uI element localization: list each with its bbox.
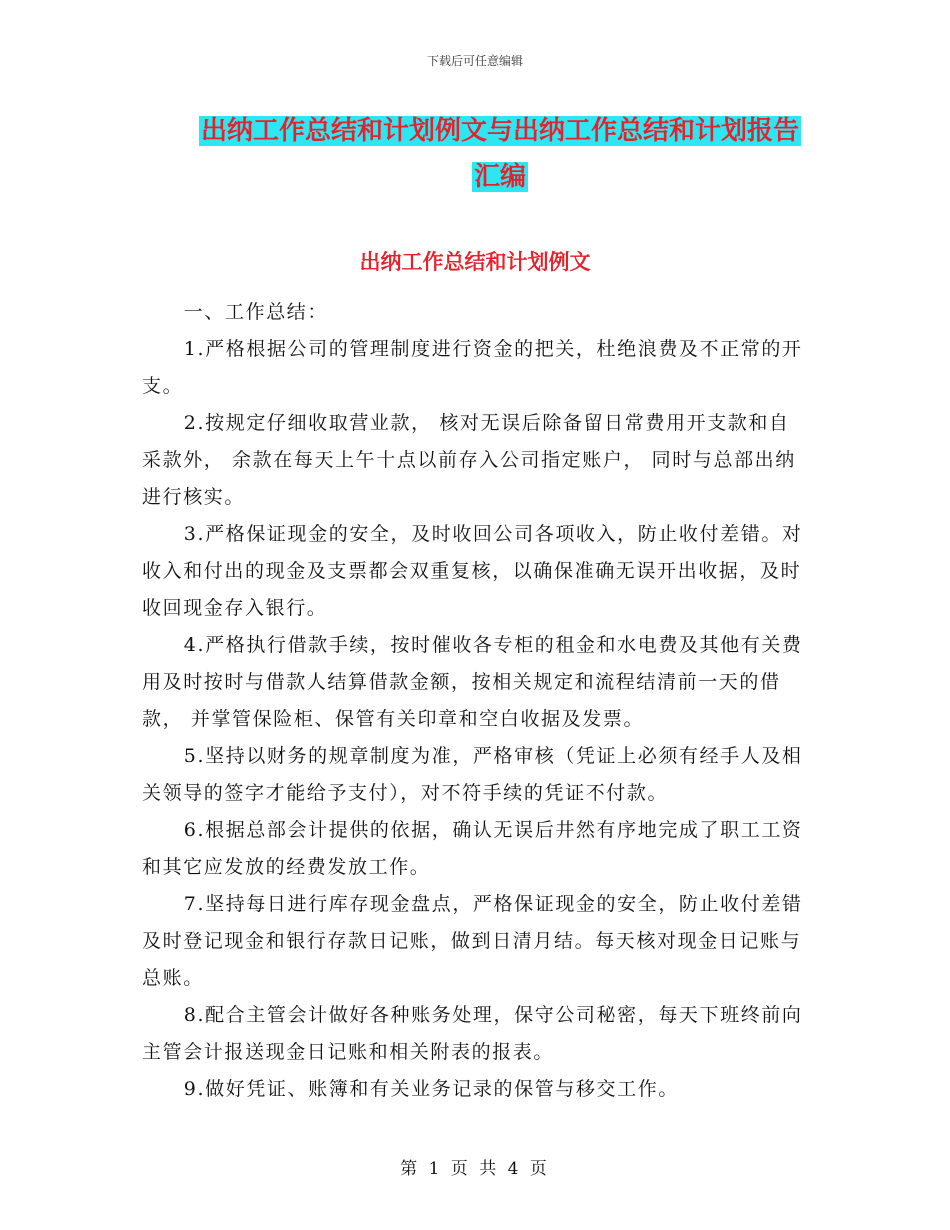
page-number-footer: 第 1 页 共 4 页 [400,1159,550,1179]
document-body [142,294,810,1108]
paragraph: 8.配合主管会计做好各种账务处理，保守公司秘密，每天下班终前向主管会计报送现金日记账和相关附表的报表。 [142,1004,803,1063]
paragraph: 3.严格保证现金的安全，及时收回公司各项收入，防止收付差错。对收入和付出的现金及支票都会双重复核，以确保准确无误开出收据，及时收回现金存入银行。 [142,523,803,619]
paragraph: 4.严格执行借款手续，按时催收各专柜的租金和水电费及其他有关费用及时按时与借款人结算借款金额，按相关规定和流程结清前一天的借款， 并掌管保险柜、保管有关印章和空白收据及发票。 [142,634,803,730]
document-title [150,108,850,200]
header-note: 下载后可任意编辑 [426,54,523,68]
document-title-line-2: 汇编 [473,162,526,192]
paragraph: 9.做好凭证、账簿和有关业务记录的保管与移交工作。 [183,1078,679,1100]
section-title: 出纳工作总结和计划例文 [359,249,591,274]
paragraph: 一、工作总结： [183,301,328,323]
paragraph: 1.严格根据公司的管理制度进行资金的把关，杜绝浪费及不正常的开支。 [142,338,803,397]
paragraph: 5.坚持以财务的规章制度为准，严格审核（凭证上必须有经手人及相关领导的签字才能给予支付），对不符手续的凭证不付款。 [142,745,803,804]
paragraph: 6.根据总部会计提供的依据，确认无误后井然有序地完成了职工工资和其它应发放的经费发放工作。 [142,819,803,878]
paragraph: 7.坚持每日进行库存现金盘点，严格保证现金的安全，防止收付差错及时登记现金和银行存款日记账，做到日清月结。每天核对现金日记账与总账。 [142,893,803,989]
paragraph: 2.按规定仔细收取营业款， 核对无误后除备留日常费用开支款和自采款外， 余款在每天上午十点以前存入公司指定账户， 同时与总部出纳进行核实。 [142,412,796,508]
document-title-line-1: 出纳工作总结和计划例文与出纳工作总结和计划报告 [200,116,799,146]
